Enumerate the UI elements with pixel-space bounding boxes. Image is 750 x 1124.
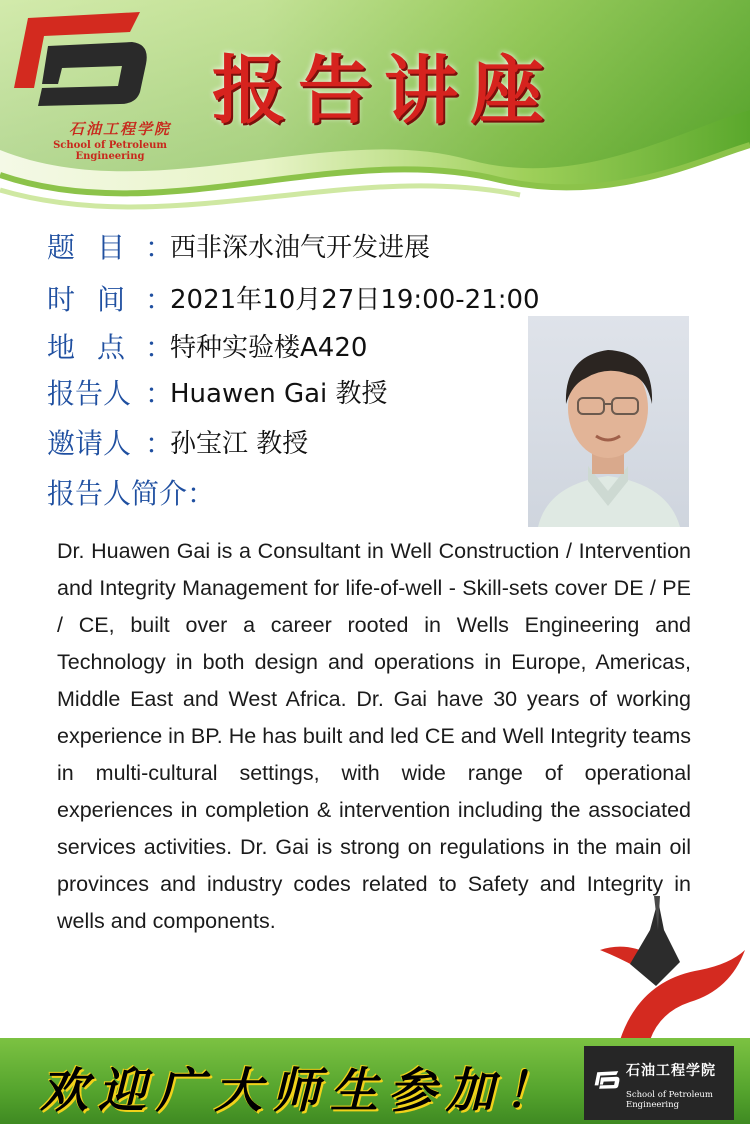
welcome-text: 欢迎广大师生参加！	[40, 1063, 563, 1119]
footer-badge-en: School of Petroleum Engineering	[626, 1090, 713, 1110]
topic-colon: ：	[145, 231, 174, 264]
time-label: 时间	[47, 283, 148, 316]
logo-chinese-name: 石油工程学院	[68, 120, 171, 138]
school-logo-icon	[0, 0, 160, 130]
time-value: 2021年10月27日19:00-21:00	[170, 285, 540, 315]
place-value: 特种实验楼A420	[170, 333, 368, 363]
footer-logo-icon	[592, 1068, 622, 1094]
speaker-bio: Dr. Huawen Gai is a Consultant in Well Construction / Intervention and Integrity Management for life-of-well - Skill-sets cover DE / PE / CE, built over a career rooted in Wells Engineering and Technology in both design and operations in Europe, Americas, Middle East and West Africa. Dr. Gai have 30 years of working experience in BP. He has built and led CE and Well Integrity teams in multi-cultural settings, with wide range of operational experiences in completion & intervention including the associated services activities. Dr. Gai is strong on regulations in the main oil provinces and industry codes related to Safety and Integrity in wells and components.	[57, 539, 691, 933]
place-colon: ：	[145, 331, 174, 364]
speaker-portrait-icon	[528, 316, 689, 527]
time-colon: ：	[145, 283, 174, 316]
footer-banner	[0, 1038, 750, 1124]
sculpture-decoration-icon	[580, 890, 750, 1040]
place-label: 地点	[47, 331, 148, 364]
inviter-value: 孙宝江 教授	[170, 429, 309, 459]
footer-badge-cn: 石油工程学院	[626, 1063, 716, 1079]
page-title: 报告讲座	[212, 48, 556, 134]
inviter-label: 邀请人	[47, 427, 132, 460]
speaker-value: Huawen Gai 教授	[170, 379, 388, 409]
topic-label: 题目	[47, 231, 148, 264]
inviter-colon: ：	[145, 427, 174, 460]
footer-school-badge	[584, 1046, 734, 1120]
speaker-colon: ：	[145, 377, 174, 410]
topic-value: 西非深水油气开发进展	[170, 233, 431, 263]
logo-english-name: School of Petroleum Engineering	[53, 140, 167, 162]
speaker-label: 报告人	[47, 377, 132, 410]
header-banner	[0, 0, 750, 240]
intro-label: 报告人简介：	[47, 477, 216, 510]
speaker-photo	[528, 316, 689, 527]
